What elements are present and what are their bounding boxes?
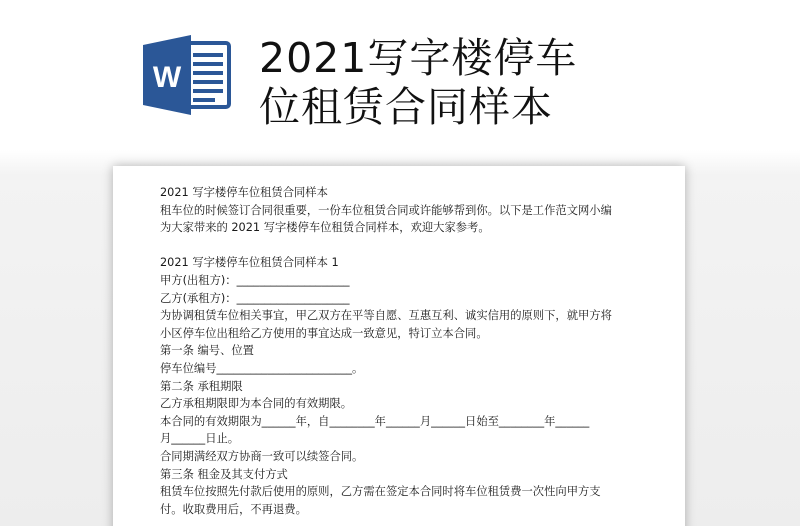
title-line-1: 2021写字楼停车: [259, 34, 578, 82]
word-document-icon: [141, 35, 234, 115]
article-1-title: 第一条 编号、位置: [160, 344, 254, 358]
header: [0, 0, 800, 150]
party-a-field: 甲方(出租方)：____________________: [160, 273, 350, 287]
page-title: [259, 34, 679, 132]
doc-line: 为协调租赁车位相关事宜，甲乙双方在平等自愿、互惠互利、诚实信用的原则下，就甲方将: [160, 309, 612, 323]
term-dates-field: 本合同的有效期限为______年，自________年______月______日始至________年______: [160, 414, 590, 428]
doc-heading: 2021 写字楼停车位租赁合同样本: [160, 186, 328, 199]
article-2-title: 第二条 承租期限: [160, 379, 243, 393]
term-dates-field-cont: 月______日止。: [160, 432, 240, 446]
doc-blank-line: [160, 237, 650, 255]
doc-line: 为大家带来的 2021 写字楼停车位租赁合同样本，欢迎大家参考。: [160, 221, 490, 235]
party-b-field: 乙方(承租方)：____________________: [160, 291, 350, 305]
word-icon-letter: W: [152, 61, 182, 94]
document-page: [113, 166, 685, 526]
doc-line: 租车位的时候签订合同很重要，一份车位租赁合同或许能够帮到你。以下是工作范文网小编: [160, 203, 612, 217]
doc-line: 付。收取费用后，不再退费。: [160, 502, 307, 516]
parking-number-field: 停车位编号________________________。: [160, 361, 364, 375]
article-3-title: 第三条 租金及其支付方式: [160, 467, 288, 481]
doc-line: 合同期满经双方协商一致可以续签合同。: [160, 449, 364, 463]
document-body: [160, 184, 650, 518]
title-line-2: 位租赁合同样本: [259, 83, 553, 131]
doc-line: 小区停车位出租给乙方使用的事宜达成一致意见，特订立本合同。: [160, 326, 488, 340]
doc-section-title: 2021 写字楼停车位租赁合同样本 1: [160, 256, 339, 270]
doc-line: 租赁车位按照先付款后使用的原则，乙方需在签定本合同时将车位租赁费一次性向甲方支: [160, 485, 601, 499]
doc-line: 乙方承租期限即为本合同的有效期限。: [160, 397, 353, 411]
